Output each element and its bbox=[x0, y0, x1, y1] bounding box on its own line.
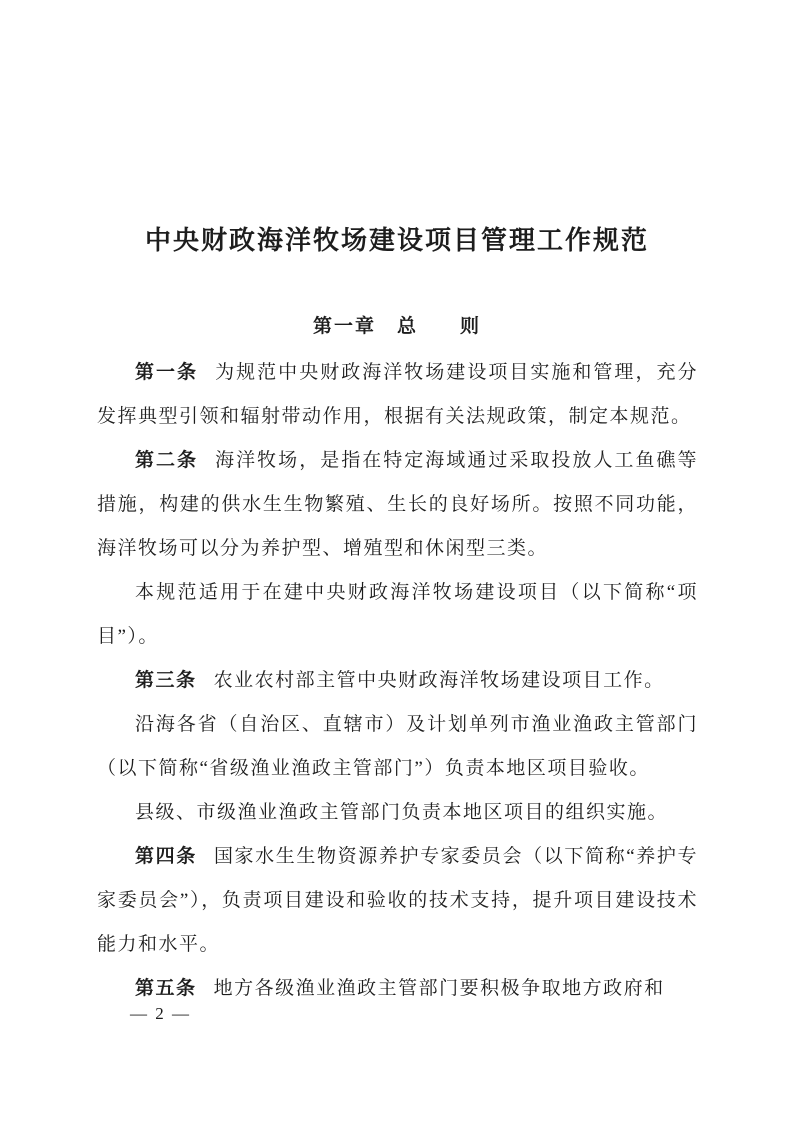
article-number: 第三条 bbox=[135, 670, 197, 691]
chapter-heading: 第一章 总 则 bbox=[312, 316, 481, 337]
article-number: 第二条 bbox=[135, 450, 199, 471]
article-number: 第一条 bbox=[135, 362, 199, 383]
paragraph-text: 本规范适用于在建中央财政海洋牧场建设项目（以下简称“项目”）。 bbox=[97, 582, 698, 647]
paragraph-text: 县级、市级渔业渔政主管部门负责本地区项目的组织实施。 bbox=[135, 802, 669, 823]
paragraph-article-3 bbox=[97, 659, 698, 703]
paragraph-text: 地方各级渔业渔政主管部门要积极争取地方政府和 bbox=[213, 978, 665, 999]
paragraph-article-4 bbox=[97, 835, 698, 967]
page-number: — 2 — bbox=[130, 1004, 191, 1023]
document-title: 中央财政海洋牧场建设项目管理工作规范 bbox=[144, 226, 649, 255]
article-number: 第五条 bbox=[135, 978, 197, 999]
paragraph-county bbox=[97, 791, 698, 835]
paragraph-text: 国家水生生物资源养护专家委员会（以下简称“养护专家委员会”），负责项目建设和验收的技术支持，提升项目建设技术能力和水平。 bbox=[97, 846, 698, 955]
paragraph-text: 农业农村部主管中央财政海洋牧场建设项目工作。 bbox=[213, 670, 665, 691]
paragraph-article-2 bbox=[97, 439, 698, 571]
document-body bbox=[97, 351, 698, 1011]
paragraph-article-1 bbox=[97, 351, 698, 439]
paragraph-text: 海洋牧场，是指在特定海域通过采取投放人工鱼礁等措施，构建的供水生生物繁殖、生长的良好场所。按照不同功能，海洋牧场可以分为养护型、增殖型和休闲型三类。 bbox=[97, 450, 698, 559]
paragraph-scope bbox=[97, 571, 698, 659]
paragraph-text: 沿海各省（自治区、直辖市）及计划单列市渔业渔政主管部门（以下简称“省级渔业渔政主管部门”）负责本地区项目验收。 bbox=[97, 714, 698, 779]
paragraph-provincial bbox=[97, 703, 698, 791]
paragraph-text: 为规范中央财政海洋牧场建设项目实施和管理，充分发挥典型引领和辐射带动作用，根据有关法规政策，制定本规范。 bbox=[97, 362, 698, 427]
article-number: 第四条 bbox=[135, 846, 197, 867]
